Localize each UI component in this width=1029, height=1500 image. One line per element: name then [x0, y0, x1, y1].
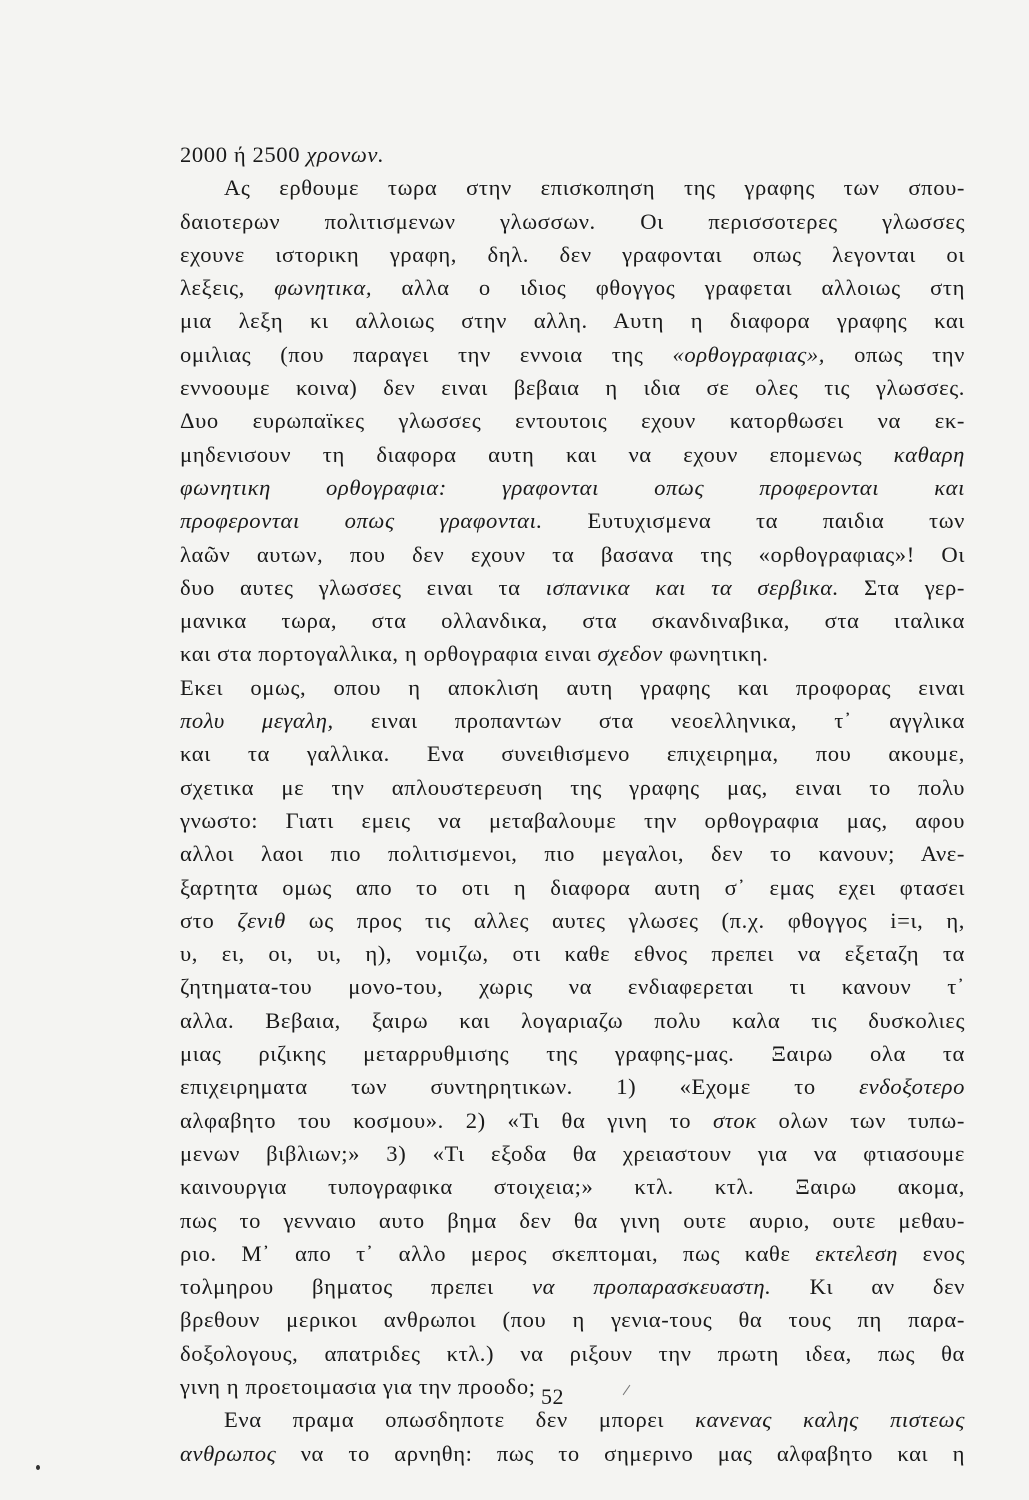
text-line	[180, 1137, 965, 1170]
text-run: ξαρτητα ομως απο το οτι η διαφορα αυτη σ᾽ εμας εχει φτασει	[180, 874, 965, 900]
text-run: ζητηματα-του μονο-του, χωρις να ενδιαφερεται τι κανουν τ᾽	[180, 974, 965, 1000]
text-line	[180, 471, 965, 504]
text-run: ειναι προπαντων στα νεοελληνικα, τ᾽ αγγλικα	[333, 708, 965, 734]
text-line	[180, 1104, 965, 1137]
text-line	[180, 704, 965, 737]
italic-text: εκτελεση	[815, 1240, 898, 1266]
text-run: Δυο ευρωπαϊκες γλωσσες εντουτοις εχουν κατορθωσει να εκ-	[180, 408, 965, 434]
text-line	[180, 1303, 965, 1336]
text-line	[180, 1337, 965, 1370]
italic-text: καθαρη	[893, 441, 965, 467]
text-run: ενος	[897, 1240, 965, 1266]
italic-text: σχεδον	[597, 641, 663, 667]
text-line	[180, 504, 965, 537]
text-run: καινουργια τυπογραφικα στοιχεια;» κτλ. κτλ. Ξαιρω ακομα,	[180, 1174, 965, 1200]
text-run: ομιλιας (που παραγει την εννοια της	[180, 341, 673, 367]
text-run: οπως την	[825, 341, 965, 367]
text-line	[180, 904, 965, 937]
text-line	[180, 737, 965, 770]
text-run: μενων βιβλιων;» 3) «Τι εξοδα θα χρειαστουν για να φτιασουμε	[180, 1140, 965, 1166]
text-line	[180, 404, 965, 437]
italic-text: ισπανικα και τα σερβικα.	[545, 574, 839, 600]
text-run: ριο. Μ᾽ απο τ᾽ αλλο μερος σκεπτομαι, πως καθε	[180, 1240, 816, 1266]
text-run: ολων των τυπω-	[756, 1107, 965, 1133]
text-line	[180, 637, 965, 670]
text-run: αλλα. Βεβαια, ξαιρω και λογαριαζω πολυ καλα τις δυσκολιες	[180, 1007, 965, 1033]
text-line	[180, 205, 965, 238]
italic-text: πολυ μεγαλη,	[180, 708, 334, 734]
page-number: 52	[541, 1384, 564, 1409]
text-line	[180, 604, 965, 637]
text-run: φωνητικη.	[662, 641, 769, 667]
italic-text: «ορθογραφιας»,	[672, 341, 826, 367]
text-run: μιας ριζικης μεταρρυθμισης της γραφης-μας. Ξαιρω ολα τα	[180, 1041, 965, 1067]
text-line	[180, 804, 965, 837]
text-run: μανικα τωρα, στα ολλανδικα, στα σκανδιναβικα, στα ιταλικα	[180, 608, 965, 634]
text-run: λεξεις,	[180, 275, 275, 301]
italic-text: προφερονται οπως γραφονται.	[180, 508, 543, 534]
text-line	[180, 1204, 965, 1237]
text-run: Κι αν δεν	[771, 1274, 965, 1300]
italic-text: φωνητικα,	[274, 275, 373, 301]
text-line	[180, 138, 965, 171]
text-line	[180, 271, 965, 304]
text-line	[180, 771, 965, 804]
italic-text: στοκ	[712, 1107, 757, 1133]
text-run: βρεθουν μερικοι ανθρωποι (που η γενια-τους θα τους πη παρα-	[180, 1307, 965, 1333]
text-line	[180, 837, 965, 870]
text-run: δαιοτερων πολιτισμενων γλωσσων. Οι περισσοτερες γλωσσες	[180, 208, 965, 234]
text-run: δοξολογους, απατριδες κτλ.) να ριξουν την πρωτη ιδεα, πως θα	[180, 1340, 965, 1366]
text-run: τολμηρου βηματος πρεπει	[180, 1274, 532, 1300]
text-run: γνωστο: Γιατι εμεις να μεταβαλουμε την ορθογραφια μας, αφου	[180, 807, 965, 833]
text-run: δυο αυτες γλωσσες ειναι τα	[180, 574, 546, 600]
italic-text: ενδοξοτερο	[859, 1074, 965, 1100]
text-run: Ευτυχισμενα τα παιδια των	[542, 508, 966, 534]
text-run: Εκει ομως, οπου η αποκλιση αυτη γραφης και προφορας ειναι	[180, 674, 965, 700]
text-run: εχουνε ιστορικη γραφη, δηλ. δεν γραφονται οπως λεγονται οι	[180, 241, 965, 267]
text-line	[180, 1437, 965, 1470]
text-run: Ας ερθουμε τωρα στην επισκοπηση της γραφης των σπου-	[224, 175, 965, 201]
text-run: και τα γαλλικα. Ενα συνειθισμενο επιχειρημα, που ακουμε,	[180, 741, 965, 767]
text-run: αλλα ο ιδιος φθογγος γραφεται αλλοιως στη	[372, 275, 965, 301]
text-line	[180, 1170, 965, 1203]
text-line	[180, 538, 965, 571]
text-line	[180, 238, 965, 271]
text-run: σχετικα με την απλουστερευση της γραφης μας, ειναι το πολυ	[180, 774, 965, 800]
text-run: και στα πορτογαλλικα, η ορθογραφια ειναι	[180, 641, 598, 667]
text-run: λαῶν αυτων, που δεν εχουν τα βασανα της «ορθογραφιας»! Οι	[180, 541, 965, 567]
italic-text: να προπαρασκευαστη.	[531, 1274, 772, 1300]
text-line	[180, 671, 965, 704]
text-run: μηδενισουν τη διαφορα αυτη και να εχουν επομενως	[180, 441, 894, 467]
italic-text: ανθρωπος	[180, 1440, 277, 1466]
text-line	[180, 438, 965, 471]
italic-text: φωνητικη ορθογραφια: γραφονται οπως προφερονται και	[180, 474, 965, 500]
text-run: πως το γενναιο αυτο βημα δεν θα γινη ουτε αυριο, ουτε μεθαυ-	[180, 1207, 965, 1233]
text-line	[180, 1037, 965, 1070]
text-run: αλλοι λαοι πιο πολιτισμενοι, πιο μεγαλοι, δεν το κανουν; Ανε-	[180, 841, 965, 867]
text-run: ως προς τις αλλες αυτες γλωσες (π.χ. φθογγος i=ι, η,	[285, 907, 965, 933]
print-speck	[36, 1465, 40, 1470]
italic-text: χρονων.	[306, 142, 385, 167]
text-run: υ, ει, οι, υι, η), νομιζω, οτι καθε εθνος πρεπει να εξεταζη τα	[180, 941, 965, 967]
text-line	[180, 1237, 965, 1270]
text-line	[180, 1070, 965, 1103]
text-run: Ενα πραμα οπωσδηποτε δεν μπορει	[224, 1407, 696, 1433]
text-line	[180, 371, 965, 404]
text-line	[180, 1004, 965, 1037]
text-run: Στα γερ-	[839, 574, 965, 600]
body-text	[180, 138, 965, 1470]
text-run: 2000 ή 2500	[180, 142, 307, 167]
text-run: μια λεξη κι αλλοιως στην αλλη. Αυτη η διαφορα γραφης και	[180, 308, 965, 334]
text-run: στο	[180, 907, 238, 933]
text-run: εννοουμε κοινα) δεν ειναι βεβαια η ιδια σε ολες τις γλωσσες.	[180, 375, 965, 401]
text-line	[180, 338, 965, 371]
text-run: να το αρνηθη: πως το σημερινο μας αλφαβητο και η	[276, 1440, 965, 1466]
text-line	[180, 171, 965, 204]
text-line	[180, 1270, 965, 1303]
text-line	[180, 571, 965, 604]
text-line	[180, 970, 965, 1003]
italic-text: ζενιθ	[237, 907, 286, 933]
text-line	[180, 871, 965, 904]
italic-text: κανενας καλης πιστεως	[695, 1407, 965, 1433]
text-line	[180, 304, 965, 337]
text-run: επιχειρηματα των συντηρητικων. 1) «Εχομε το	[180, 1074, 860, 1100]
text-run: αλφαβητο του κοσμου». 2) «Τι θα γινη το	[180, 1107, 713, 1133]
text-line	[180, 937, 965, 970]
text-run: γινη η προετοιμασια για την προοδο;	[180, 1373, 536, 1399]
